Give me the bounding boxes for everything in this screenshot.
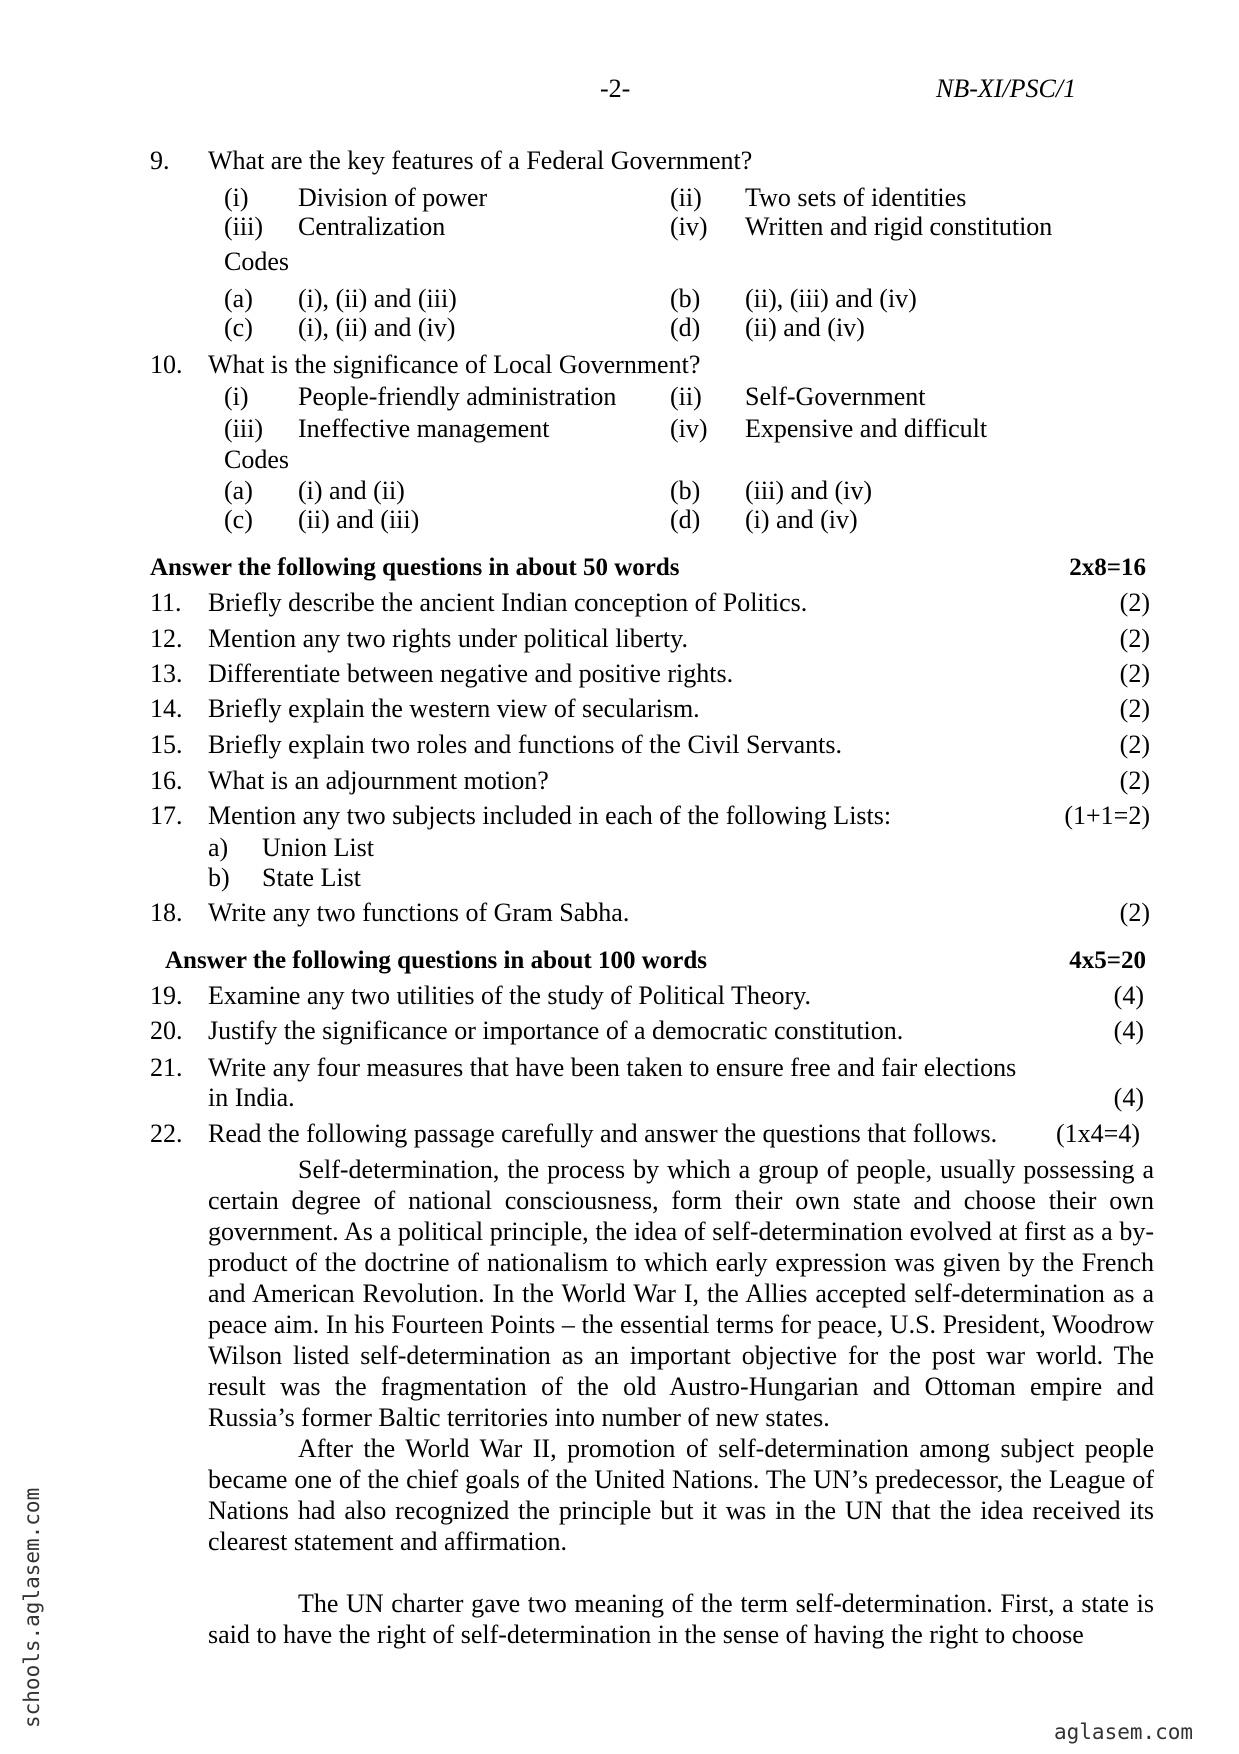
sub-text: State List bbox=[262, 863, 361, 892]
code-label: (b) bbox=[670, 284, 701, 313]
question-text: Justify the significance or importance of a democratic constitution. bbox=[208, 1016, 904, 1045]
question-text: What is an adjournment motion? bbox=[208, 766, 549, 795]
question-number: 14. bbox=[150, 694, 183, 723]
code-text: (i), (ii) and (iii) bbox=[298, 284, 457, 313]
question-text: What is the significance of Local Government? bbox=[208, 350, 701, 379]
question-marks: (4) bbox=[1113, 1083, 1144, 1112]
code-label: (d) bbox=[670, 505, 701, 534]
code-text: (ii) and (iv) bbox=[745, 313, 865, 342]
passage-paragraph-2 bbox=[208, 1433, 1154, 1557]
option-text: Division of power bbox=[298, 183, 488, 212]
question-number: 19. bbox=[150, 981, 183, 1010]
question-number: 15. bbox=[150, 730, 183, 759]
code-label: (a) bbox=[224, 476, 253, 505]
question-text-continued: in India. bbox=[208, 1083, 295, 1112]
question-text: Mention any two subjects included in each of the following Lists: bbox=[208, 801, 892, 830]
question-text: Mention any two rights under political liberty. bbox=[208, 624, 688, 653]
section-heading: Answer the following questions in about 100 words bbox=[165, 947, 707, 974]
side-watermark: schools.aglasem.com bbox=[20, 1487, 44, 1728]
passage-paragraph-3 bbox=[208, 1588, 1154, 1650]
question-marks: (2) bbox=[1119, 730, 1150, 759]
codes-label: Codes bbox=[224, 445, 289, 474]
codes-label: Codes bbox=[224, 247, 289, 276]
question-text: Write any four measures that have been taken to ensure free and fair elections bbox=[208, 1053, 1017, 1082]
sub-label: b) bbox=[208, 863, 230, 892]
code-text: (i), (ii) and (iv) bbox=[298, 313, 456, 342]
code-label: (a) bbox=[224, 284, 253, 313]
option-label: (iv) bbox=[670, 212, 708, 241]
question-marks: (4) bbox=[1113, 1016, 1144, 1045]
question-marks: (2) bbox=[1119, 694, 1150, 723]
question-number: 16. bbox=[150, 766, 183, 795]
question-text: What are the key features of a Federal Government? bbox=[208, 146, 753, 175]
option-text: People-friendly administration bbox=[298, 382, 617, 411]
option-label: (i) bbox=[224, 183, 249, 212]
code-text: (ii), (iii) and (iv) bbox=[745, 284, 917, 313]
code-text: (iii) and (iv) bbox=[745, 476, 873, 505]
code-text: (i) and (ii) bbox=[298, 476, 405, 505]
option-text: Self-Government bbox=[745, 382, 926, 411]
code-label: (c) bbox=[224, 505, 253, 534]
option-text: Ineffective management bbox=[298, 414, 550, 443]
question-text: Examine any two utilities of the study of Political Theory. bbox=[208, 981, 811, 1010]
question-marks: (1x4=4) bbox=[1056, 1119, 1140, 1148]
question-number: 9. bbox=[150, 146, 170, 175]
question-marks: (4) bbox=[1113, 981, 1144, 1010]
question-number: 17. bbox=[150, 801, 183, 830]
question-text: Briefly describe the ancient Indian conception of Politics. bbox=[208, 588, 808, 617]
option-text: Centralization bbox=[298, 212, 446, 241]
option-text: Two sets of identities bbox=[745, 183, 967, 212]
page-number: -2- bbox=[600, 74, 631, 103]
option-text: Written and rigid constitution bbox=[745, 212, 1053, 241]
option-label: (ii) bbox=[670, 183, 702, 212]
code-text: (ii) and (iii) bbox=[298, 505, 420, 534]
question-number: 21. bbox=[150, 1053, 183, 1082]
sub-text: Union List bbox=[262, 833, 374, 862]
section-marks: 2x8=16 bbox=[1069, 554, 1146, 581]
question-text: Write any two functions of Gram Sabha. bbox=[208, 898, 630, 927]
question-text: Briefly explain the western view of secularism. bbox=[208, 694, 700, 723]
option-label: (iii) bbox=[224, 212, 263, 241]
passage-paragraph-1 bbox=[208, 1154, 1154, 1433]
option-text: Expensive and difficult bbox=[745, 414, 988, 443]
bottom-watermark: aglasem.com bbox=[1054, 1720, 1194, 1744]
question-marks: (2) bbox=[1119, 766, 1150, 795]
option-label: (ii) bbox=[670, 382, 702, 411]
option-label: (iii) bbox=[224, 414, 263, 443]
question-number: 10. bbox=[150, 350, 183, 379]
question-number: 11. bbox=[150, 588, 182, 617]
question-number: 20. bbox=[150, 1016, 183, 1045]
code-text: (i) and (iv) bbox=[745, 505, 858, 534]
section-marks: 4x5=20 bbox=[1069, 947, 1146, 974]
paper-code: NB-XI/PSC/1 bbox=[936, 74, 1077, 103]
question-number: 18. bbox=[150, 898, 183, 927]
code-label: (b) bbox=[670, 476, 701, 505]
question-marks: (2) bbox=[1119, 624, 1150, 653]
question-marks: (2) bbox=[1119, 898, 1150, 927]
passage-text: After the World War II, promotion of self-determination among subject people became one of the chief goals of the United Nations. The UN’s predecessor, the League of Nations had also recognized the principle but it was in the UN that the idea received its clearest statement and affirmation. bbox=[208, 1434, 1154, 1556]
question-text: Briefly explain two roles and functions of the Civil Servants. bbox=[208, 730, 842, 759]
question-marks: (2) bbox=[1119, 588, 1150, 617]
question-number: 12. bbox=[150, 624, 183, 653]
code-label: (c) bbox=[224, 313, 253, 342]
question-number: 13. bbox=[150, 659, 183, 688]
question-text: Differentiate between negative and positive rights. bbox=[208, 659, 734, 688]
option-label: (i) bbox=[224, 382, 249, 411]
question-marks: (2) bbox=[1119, 659, 1150, 688]
passage-text: Self-determination, the process by which a group of people, usually possessing a certain degree of national consciousness, form their own state and choose their own government. As a political principle, the idea of self-determination evolved at first as a by-product of the doctrine of nationalism to which early expression was given by the French and American Revolution. In the World War I, the Allies accepted self-determination as a peace aim. In his Fourteen Points – the essential terms for peace, U.S. President, Woodrow Wilson listed self-determination as an important objective for the post war world. The result was the fragmentation of the old Austro-Hungarian and Ottoman empire and Russia’s former Baltic territories into number of new states. bbox=[208, 1155, 1154, 1432]
passage-text: The UN charter gave two meaning of the term self-determination. First, a state is said to have the right of self-determination in the sense of having the right to choose bbox=[208, 1589, 1154, 1649]
section-heading: Answer the following questions in about 50 words bbox=[150, 554, 680, 581]
code-label: (d) bbox=[670, 313, 701, 342]
question-text: Read the following passage carefully and answer the questions that follows. bbox=[208, 1119, 998, 1148]
question-number: 22. bbox=[150, 1119, 183, 1148]
question-marks: (1+1=2) bbox=[1064, 801, 1150, 830]
sub-label: a) bbox=[208, 833, 229, 862]
option-label: (iv) bbox=[670, 414, 708, 443]
